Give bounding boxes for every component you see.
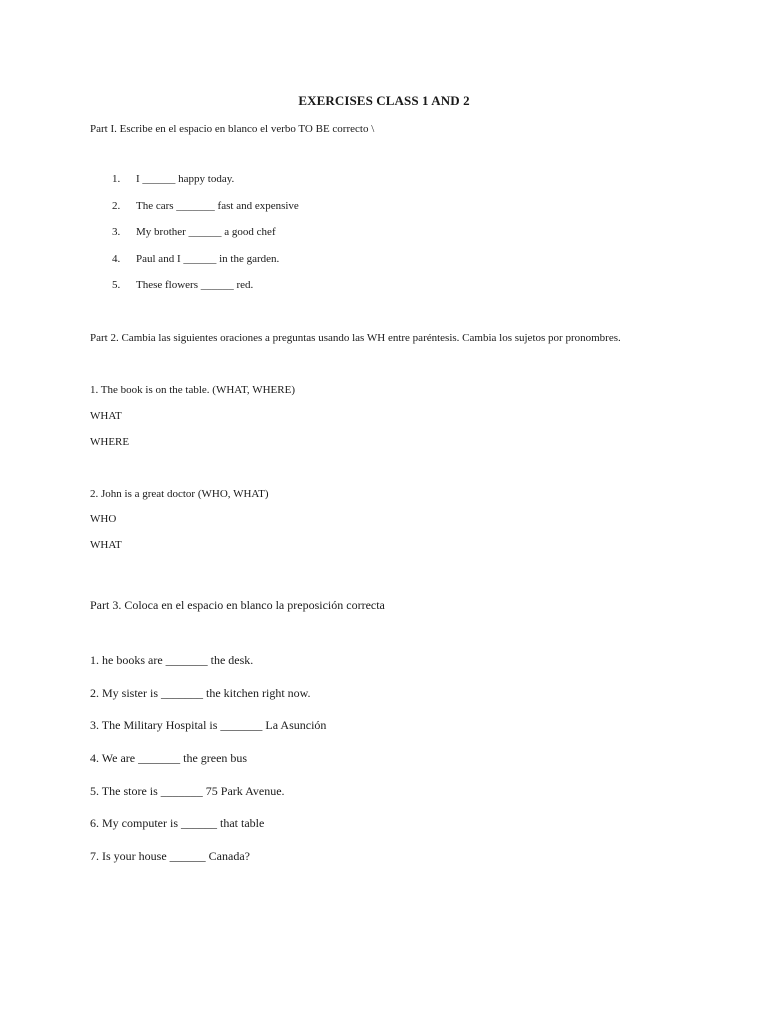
item-number: 4.: [112, 252, 121, 265]
item-number: 1.: [112, 173, 121, 185]
part3-instruction: Part 3. Coloca en el espacio en blanco la preposición correcta: [90, 598, 385, 612]
part2-question-2: 2. John is a great doctor (WHO, WHAT): [90, 488, 269, 500]
list-item: 5. The store is _______ 75 Park Avenue.: [90, 783, 285, 798]
part2-answer-label: WHAT: [90, 539, 122, 551]
item-text: My brother ______ a good chef: [136, 226, 276, 238]
item-text: These flowers ______ red.: [136, 279, 254, 291]
item-number: 3.: [112, 226, 121, 238]
item-number: 5.: [112, 279, 121, 291]
part2-instruction: Part 2. Cambia las siguientes oraciones a preguntas usando las WH entre paréntesis. Cambia los sujetos por pronombres.: [90, 332, 621, 344]
list-item: 7. Is your house ______ Canada?: [90, 849, 250, 864]
part2-answer-label: WHO: [90, 513, 117, 525]
part2-question-1: 1. The book is on the table. (WHAT, WHERE): [90, 384, 295, 396]
part1-instruction: Part I. Escribe en el espacio en blanco el verbo TO BE correcto \: [90, 123, 375, 135]
item-text: Paul and I ______ in the garden.: [136, 252, 280, 265]
list-item: 3. The Military Hospital is _______ La Asunción: [90, 718, 327, 733]
list-item: 2. My sister is _______ the kitchen right now.: [90, 685, 311, 700]
list-item: 1. he books are _______ the desk.: [90, 653, 254, 667]
item-text: I ______ happy today.: [136, 173, 235, 185]
list-item: 4. We are _______ the green bus: [90, 751, 248, 766]
item-number: 2.: [112, 199, 121, 212]
part2-answer-label: WHAT: [90, 410, 122, 422]
item-text: The cars _______ fast and expensive: [136, 199, 299, 212]
list-item: 6. My computer is ______ that table: [90, 816, 265, 831]
part3-list: [90, 653, 326, 882]
document-title: EXERCISES CLASS 1 AND 2: [298, 93, 470, 108]
part2-answer-label: WHERE: [90, 436, 130, 448]
